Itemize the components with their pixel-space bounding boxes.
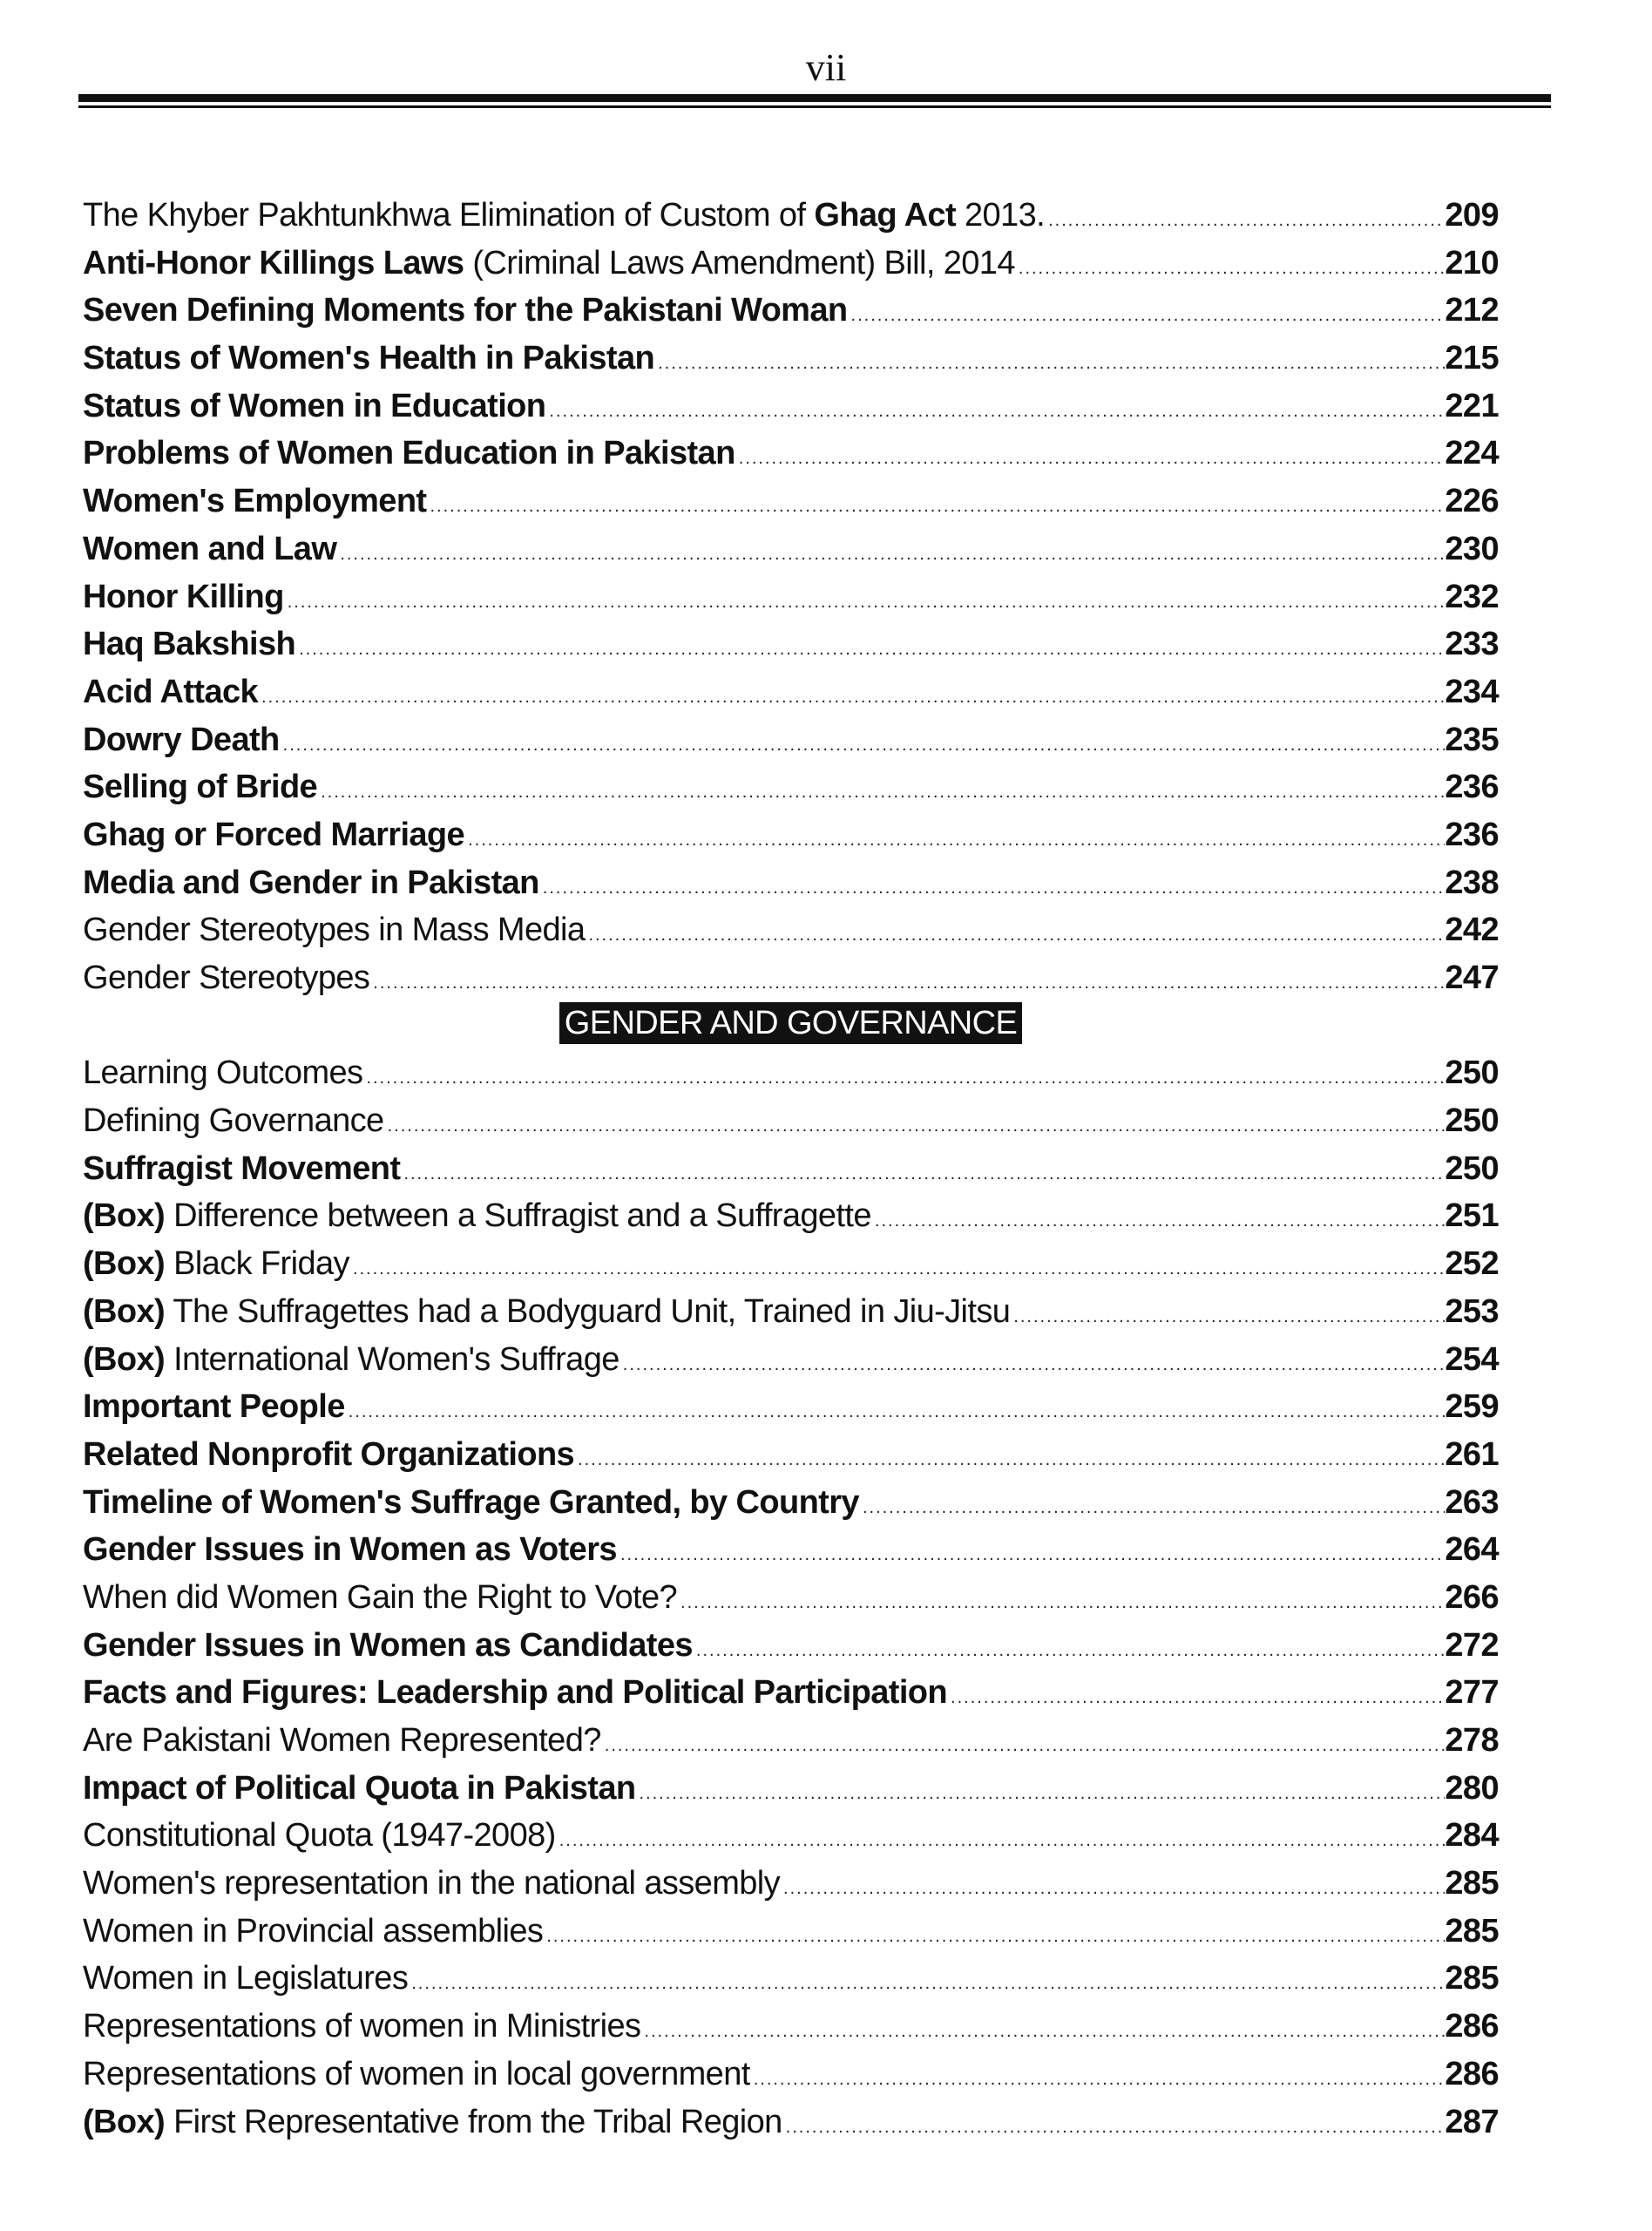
toc-entry-page: 215: [1445, 340, 1499, 377]
toc-entry: [83, 526, 1499, 573]
dot-leader: [848, 307, 1445, 324]
toc-entry-title: [83, 1860, 780, 1907]
toc-entry: [83, 954, 1499, 1002]
toc-entry-title-bold: Selling of Bride: [83, 769, 318, 806]
dot-leader: [782, 2119, 1445, 2136]
toc-entry-title-bold: Important People: [83, 1388, 345, 1426]
toc-entry-title-prefix: Women in Provincial assemblies: [83, 1912, 544, 1950]
toc-entry-title-suffix: Black Friday: [165, 1245, 349, 1283]
toc-entry-page: 286: [1445, 2008, 1499, 2045]
toc-entry-title: [83, 1336, 620, 1383]
toc-entry-title: [83, 2003, 640, 2050]
dot-leader: [574, 1451, 1445, 1468]
toc-entry: [83, 1383, 1499, 1431]
toc-entry-title-suffix: The Suffragettes had a Bodyguard Unit, Trained in Jiu-Jitsu: [165, 1292, 1011, 1330]
toc-entry-title-bold: (Box): [83, 1292, 166, 1330]
toc-entry: [83, 1288, 1499, 1336]
toc-entry-title: [83, 859, 539, 906]
toc-entry-title: [83, 811, 464, 858]
toc-entry: [83, 1908, 1499, 1956]
toc-entry-title: [83, 1192, 871, 1239]
toc-entry-page: 232: [1445, 578, 1499, 615]
dot-leader: [677, 1594, 1445, 1611]
toc-entry-page: 238: [1445, 864, 1499, 901]
toc-entry-title: [83, 668, 258, 715]
toc-entry-page: 247: [1445, 960, 1499, 996]
toc-entry: [83, 1431, 1499, 1479]
toc-entry: [83, 430, 1499, 478]
toc-entry-page: 286: [1445, 2055, 1499, 2092]
section-heading-row: [83, 1002, 1499, 1050]
toc-entry: [83, 716, 1499, 764]
toc-entry-title: [83, 1669, 947, 1716]
toc-entry-title: [83, 1431, 574, 1478]
toc-entry-title-bold: Timeline of Women's Suffrage Granted, by Country: [83, 1483, 859, 1521]
dot-leader: [317, 783, 1445, 801]
toc-entry-page: 234: [1445, 673, 1499, 710]
toc-entry-page: 285: [1445, 1865, 1499, 1902]
toc-entry-title-bold: Acid Attack: [83, 673, 259, 710]
header-rule-thick: [78, 94, 1551, 102]
toc-entry-title-prefix: Are Pakistani Women Represented?: [83, 1722, 601, 1759]
toc-entry: [83, 811, 1499, 859]
toc-entry-page: 242: [1445, 912, 1499, 949]
dot-leader: [258, 688, 1445, 706]
dot-leader: [735, 450, 1445, 467]
toc-entry: [83, 240, 1499, 288]
toc-entry-page: 212: [1445, 292, 1499, 329]
toc-entry-title-prefix: Women's representation in the national assembly: [83, 1865, 781, 1902]
toc-entry-title-bold: Related Nonprofit Organizations: [83, 1435, 575, 1473]
section-heading: GENDER AND GOVERNANCE: [559, 1002, 1023, 1044]
toc-entry-page: 285: [1445, 1960, 1499, 1997]
dot-leader: [280, 736, 1445, 754]
toc-entry: [83, 1955, 1499, 2003]
dot-leader: [349, 1260, 1445, 1278]
toc-entry-title-bold: Gender Issues in Women as Candidates: [83, 1626, 693, 1664]
toc-entry-title: [83, 1479, 859, 1526]
toc-entry-page: 252: [1445, 1245, 1499, 1283]
toc-entry-page: 236: [1445, 769, 1499, 806]
toc-entry: [83, 906, 1499, 954]
dot-leader: [539, 879, 1445, 897]
toc-entry-title-suffix: Difference between a Suffragist and a Suffragette: [165, 1197, 871, 1235]
toc-entry-page: 285: [1445, 1912, 1499, 1950]
dot-leader: [464, 831, 1445, 849]
toc-entry-page: 280: [1445, 1769, 1499, 1807]
toc-entry-title: [83, 430, 735, 477]
dot-leader: [284, 593, 1445, 611]
toc-entry-title: [83, 192, 1045, 239]
toc-entry-title: [83, 2099, 782, 2146]
toc-entry-title: [83, 335, 654, 382]
dot-leader: [601, 1737, 1445, 1754]
toc-entry-page: 284: [1445, 1817, 1499, 1855]
dot-leader: [693, 1642, 1445, 1659]
dot-leader: [384, 1117, 1445, 1135]
toc-entry-page: 254: [1445, 1340, 1499, 1378]
toc-entry-title-prefix: Defining Governance: [83, 1102, 384, 1140]
toc-entry-page: 250: [1445, 1149, 1499, 1187]
toc-entry-title-bold: Media and Gender in Pakistan: [83, 864, 539, 901]
toc-entry: [83, 1526, 1499, 1574]
dot-leader: [295, 641, 1445, 658]
dot-leader: [654, 355, 1445, 372]
toc-entry-page: 226: [1445, 483, 1499, 520]
toc-entry-page: 233: [1445, 626, 1499, 663]
toc-entry-title: [83, 1383, 345, 1430]
toc-entry: [83, 2003, 1499, 2051]
toc-entry-page: 224: [1445, 435, 1499, 472]
toc-entry: [83, 1717, 1499, 1765]
toc-entry: [83, 763, 1499, 811]
toc-entry: [83, 1812, 1499, 1860]
toc-entry-title-prefix: Gender Stereotypes: [83, 960, 370, 996]
toc-entry: [83, 478, 1499, 526]
toc-entry: [83, 383, 1499, 431]
dot-leader: [543, 1928, 1445, 1945]
toc-entry-title: [83, 906, 585, 953]
dot-leader: [636, 1785, 1446, 1802]
toc-entry-title-bold: Gender Issues in Women as Voters: [83, 1531, 617, 1569]
toc-entry-page: 210: [1445, 244, 1499, 281]
toc-entry-page: 264: [1445, 1531, 1499, 1569]
toc-entry-title: [83, 1240, 349, 1287]
toc-entry: [83, 1192, 1499, 1240]
toc-entry: [83, 1622, 1499, 1670]
toc-entry: [83, 859, 1499, 907]
toc-entry-title: [83, 1574, 677, 1621]
toc-entry-page: 263: [1445, 1483, 1499, 1521]
toc-entry-title-bold: Status of Women in Education: [83, 387, 546, 424]
toc-entry-title-bold: Anti-Honor Killings Laws: [83, 244, 464, 281]
toc-entry-title: [83, 526, 336, 573]
toc-entry-page: 235: [1445, 721, 1499, 758]
toc-entry-title: [83, 620, 295, 668]
toc-entry-title-prefix: Constitutional Quota (1947-2008): [83, 1817, 556, 1855]
dot-leader: [585, 926, 1445, 944]
header-rule-thin: [78, 105, 1551, 108]
dot-leader: [947, 1689, 1445, 1706]
toc-entry: [83, 1479, 1499, 1527]
toc-entry-page: 272: [1445, 1626, 1499, 1664]
toc-entry-title-bold: (Box): [83, 1340, 166, 1378]
toc-entry: [83, 1097, 1499, 1145]
toc-entry: [83, 1240, 1499, 1288]
toc-entry: [83, 1336, 1499, 1384]
toc-entry-title-bold: Problems of Women Education in Pakistan: [83, 435, 735, 472]
toc-entry-page: 259: [1445, 1388, 1499, 1426]
dot-leader: [640, 2023, 1445, 2040]
toc-entry-title-bold: Ghag or Forced Marriage: [83, 816, 465, 853]
toc-entry-title: [83, 1049, 362, 1096]
toc-entry-title-bold: Haq Bakshish: [83, 626, 296, 663]
toc-entry: [83, 1669, 1499, 1717]
toc-entry-page: 266: [1445, 1578, 1499, 1616]
toc-entry-title: [83, 1145, 400, 1192]
toc-entry-title: [83, 1288, 1010, 1335]
toc-entry-title: [83, 716, 280, 763]
toc-entry: [83, 192, 1499, 240]
toc-entry-title-bold: Women and Law: [83, 530, 337, 567]
toc-entry-title-suffix: International Women's Suffrage: [165, 1340, 620, 1378]
toc-entry-title-bold: (Box): [83, 2103, 166, 2140]
toc-entry-title-suffix: (Criminal Laws Amendment) Bill, 2014: [464, 244, 1015, 281]
dot-leader: [871, 1212, 1445, 1230]
toc-entry-title-prefix: Women in Legislatures: [83, 1960, 409, 1997]
dot-leader: [1015, 260, 1445, 277]
toc-entry: [83, 2099, 1499, 2146]
toc-entry-title: [83, 287, 848, 334]
toc-entry-page: 261: [1445, 1435, 1499, 1473]
toc-entry-title-prefix: Learning Outcomes: [83, 1054, 363, 1092]
toc-entry: [83, 620, 1499, 668]
toc-entry-title: [83, 573, 284, 620]
table-of-contents: [83, 192, 1499, 2146]
toc-entry: [83, 1765, 1499, 1813]
toc-entry-title: [83, 1908, 543, 1955]
toc-entry-title-bold: (Box): [83, 1245, 166, 1283]
toc-entry-page: 250: [1445, 1054, 1499, 1092]
toc-entry-page: 250: [1445, 1102, 1499, 1140]
toc-entry-title: [83, 1622, 693, 1669]
dot-leader: [1045, 212, 1445, 229]
dot-leader: [617, 1546, 1445, 1563]
toc-entry-title: [83, 1526, 617, 1573]
dot-leader: [620, 1356, 1445, 1373]
toc-entry-title: [83, 383, 545, 430]
toc-entry-title: [83, 1765, 636, 1812]
toc-entry: [83, 1049, 1499, 1097]
toc-entry: [83, 1574, 1499, 1622]
toc-entry-title-prefix: Representations of women in Ministries: [83, 2008, 641, 2045]
toc-entry-title: [83, 1717, 601, 1764]
dot-leader: [336, 546, 1445, 563]
toc-entry: [83, 1145, 1499, 1193]
toc-entry-title: [83, 1097, 384, 1144]
dot-leader: [859, 1499, 1445, 1516]
toc-entry-page: 221: [1445, 387, 1499, 424]
toc-entry-title-suffix: First Representative from the Tribal Region: [165, 2103, 782, 2140]
toc-entry-title: [83, 240, 1015, 287]
dot-leader: [400, 1165, 1445, 1183]
toc-entry-title: [83, 954, 369, 1001]
toc-entry: [83, 668, 1499, 716]
toc-entry-page: 277: [1445, 1674, 1499, 1712]
toc-entry-title-bold: Seven Defining Moments for the Pakistani Woman: [83, 292, 848, 329]
toc-entry-title: [83, 1955, 408, 2002]
toc-entry: [83, 287, 1499, 335]
dot-leader: [369, 974, 1445, 992]
toc-entry-page: 230: [1445, 530, 1499, 567]
toc-entry-page: 278: [1445, 1722, 1499, 1759]
toc-entry-title-bold: (Box): [83, 1197, 166, 1235]
toc-entry: [83, 1860, 1499, 1908]
toc-entry-page: 236: [1445, 816, 1499, 853]
dot-leader: [427, 498, 1446, 515]
toc-entry: [83, 573, 1499, 621]
dot-leader: [1010, 1308, 1445, 1326]
toc-entry-title-prefix: Representations of women in local government: [83, 2055, 750, 2092]
toc-entry-title-bold: Facts and Figures: Leadership and Political Participation: [83, 1674, 948, 1712]
dot-leader: [556, 1832, 1445, 1849]
dot-leader: [750, 2071, 1445, 2088]
toc-entry-title-bold: Women's Employment: [83, 483, 427, 520]
toc-entry-title-suffix: 2013.: [956, 197, 1046, 234]
toc-entry-title-bold: Suffragist Movement: [83, 1149, 401, 1187]
toc-entry-title: [83, 478, 427, 525]
toc-entry-title-bold: Dowry Death: [83, 721, 280, 758]
toc-entry-page: 251: [1445, 1197, 1499, 1235]
toc-entry-page: 287: [1445, 2103, 1499, 2140]
toc-entry-title-prefix: When did Women Gain the Right to Vote?: [83, 1578, 678, 1616]
toc-entry-title: [83, 763, 317, 810]
dot-leader: [545, 403, 1445, 420]
toc-entry-title-prefix: Gender Stereotypes in Mass Media: [83, 912, 586, 949]
toc-entry: [83, 335, 1499, 383]
page-number: vii: [805, 46, 847, 89]
toc-entry-title-bold: Ghag Act: [814, 197, 957, 234]
toc-entry-title: [83, 2051, 750, 2098]
toc-entry-page: 253: [1445, 1292, 1499, 1330]
dot-leader: [408, 1975, 1445, 1992]
toc-entry-title-bold: Status of Women's Health in Pakistan: [83, 340, 655, 377]
toc-entry: [83, 2051, 1499, 2099]
toc-entry-page: 209: [1445, 197, 1499, 234]
dot-leader: [345, 1403, 1445, 1421]
toc-entry-title-bold: Impact of Political Quota in Pakistan: [83, 1769, 636, 1807]
toc-entry-title: [83, 1812, 556, 1859]
toc-entry-title-bold: Honor Killing: [83, 578, 284, 615]
dot-leader: [780, 1880, 1445, 1897]
dot-leader: [362, 1069, 1445, 1087]
toc-entry-title-prefix: The Khyber Pakhtunkhwa Elimination of Custom of: [83, 197, 815, 234]
